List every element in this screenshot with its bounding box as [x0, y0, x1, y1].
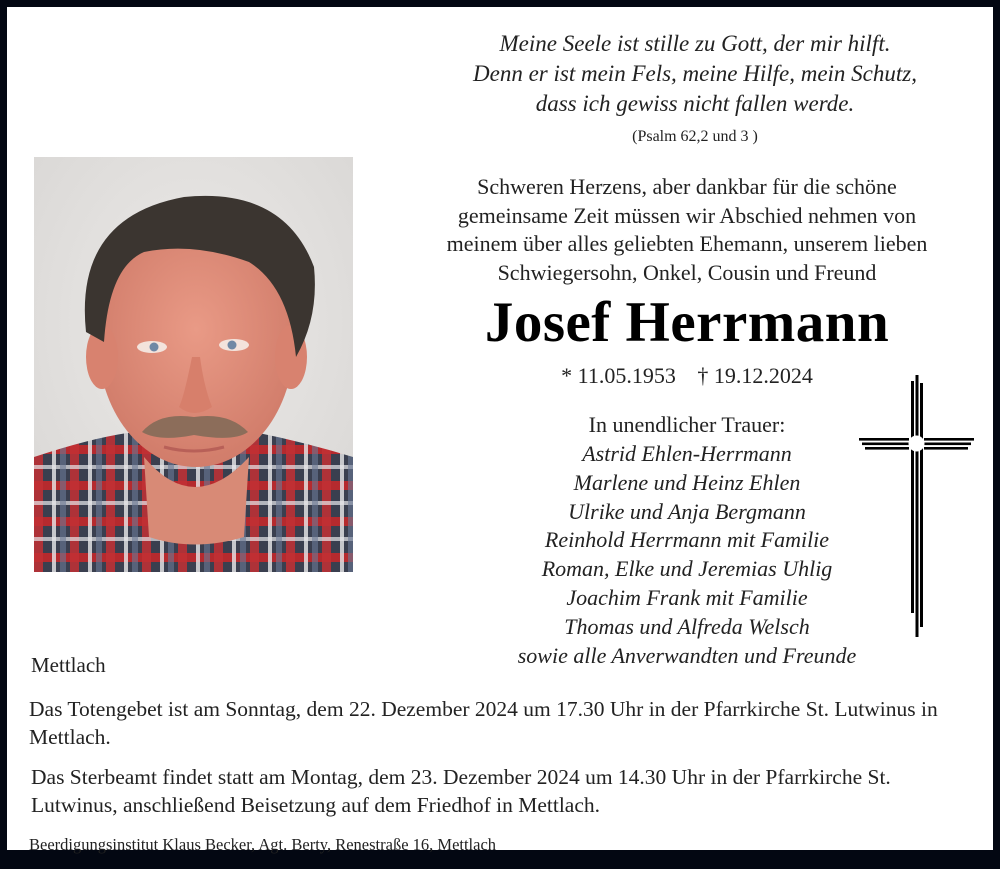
intro-line: meinem über alles geliebten Ehemann, unserem lieben	[446, 231, 928, 256]
funeral-home: Beerdigungsinstitut Klaus Becker, Agt. Berty, Renestraße 16, Mettlach	[29, 835, 497, 854]
prayer-service-info: Das Totengebet ist am Sonntag, dem 22. Dezember 2024 um 17.30 Uhr in der Pfarrkirche St. Lutwinus in Mettlach.	[29, 697, 938, 749]
intro-line: Schweren Herzens, aber dankbar für die schöne	[477, 174, 897, 199]
mourner: Reinhold Herrmann mit Familie	[544, 527, 830, 553]
psalm-reference: (Psalm 62,2 und 3 )	[632, 128, 758, 145]
obituary-notice	[7, 7, 993, 854]
death-date: † 19.12.2024	[697, 363, 813, 388]
place-name: Mettlach	[31, 653, 106, 677]
mourning-label: In unendlicher Trauer:	[588, 412, 786, 437]
mourner: Roman, Elke und Jeremias Uhlig	[541, 556, 833, 582]
intro-text	[377, 173, 997, 287]
portrait-photo-icon	[34, 157, 353, 572]
requiem-mass-info: Das Sterbeamt findet statt am Montag, dem 23. Dezember 2024 um 14.30 Uhr in der Pfarrkirche St. Lutwinus, anschließend Beisetzung auf dem Friedhof in Mettlach.	[31, 765, 891, 817]
intro-line: Schwiegersohn, Onkel, Cousin und Freund	[497, 259, 877, 285]
mourner: Ulrike und Anja Bergmann	[568, 498, 806, 524]
mourner: Marlene und Heinz Ehlen	[573, 469, 801, 495]
deceased-name: Josef Herrmann	[484, 291, 890, 354]
psalm-line: Meine Seele ist stille zu Gott, der mir hilft.	[499, 31, 891, 56]
psalm-line: Denn er ist mein Fels, meine Hilfe, mein Schutz,	[473, 61, 917, 86]
intro-line: gemeinsame Zeit müssen wir Abschied nehmen von	[457, 202, 917, 228]
mourner: Thomas und Alfreda Welsch	[564, 613, 810, 639]
birth-date: * 11.05.1953	[561, 363, 676, 388]
mourner: sowie alle Anverwandten und Freunde	[517, 642, 857, 668]
mourner: Astrid Ehlen-Herrmann	[582, 441, 792, 466]
mourner: Joachim Frank mit Familie	[566, 584, 808, 610]
portrait-photo	[34, 157, 353, 572]
psalm-line: dass ich gewiss nicht fallen werde.	[535, 91, 855, 116]
psalm-quote	[395, 29, 995, 119]
cross-icon	[859, 375, 974, 637]
